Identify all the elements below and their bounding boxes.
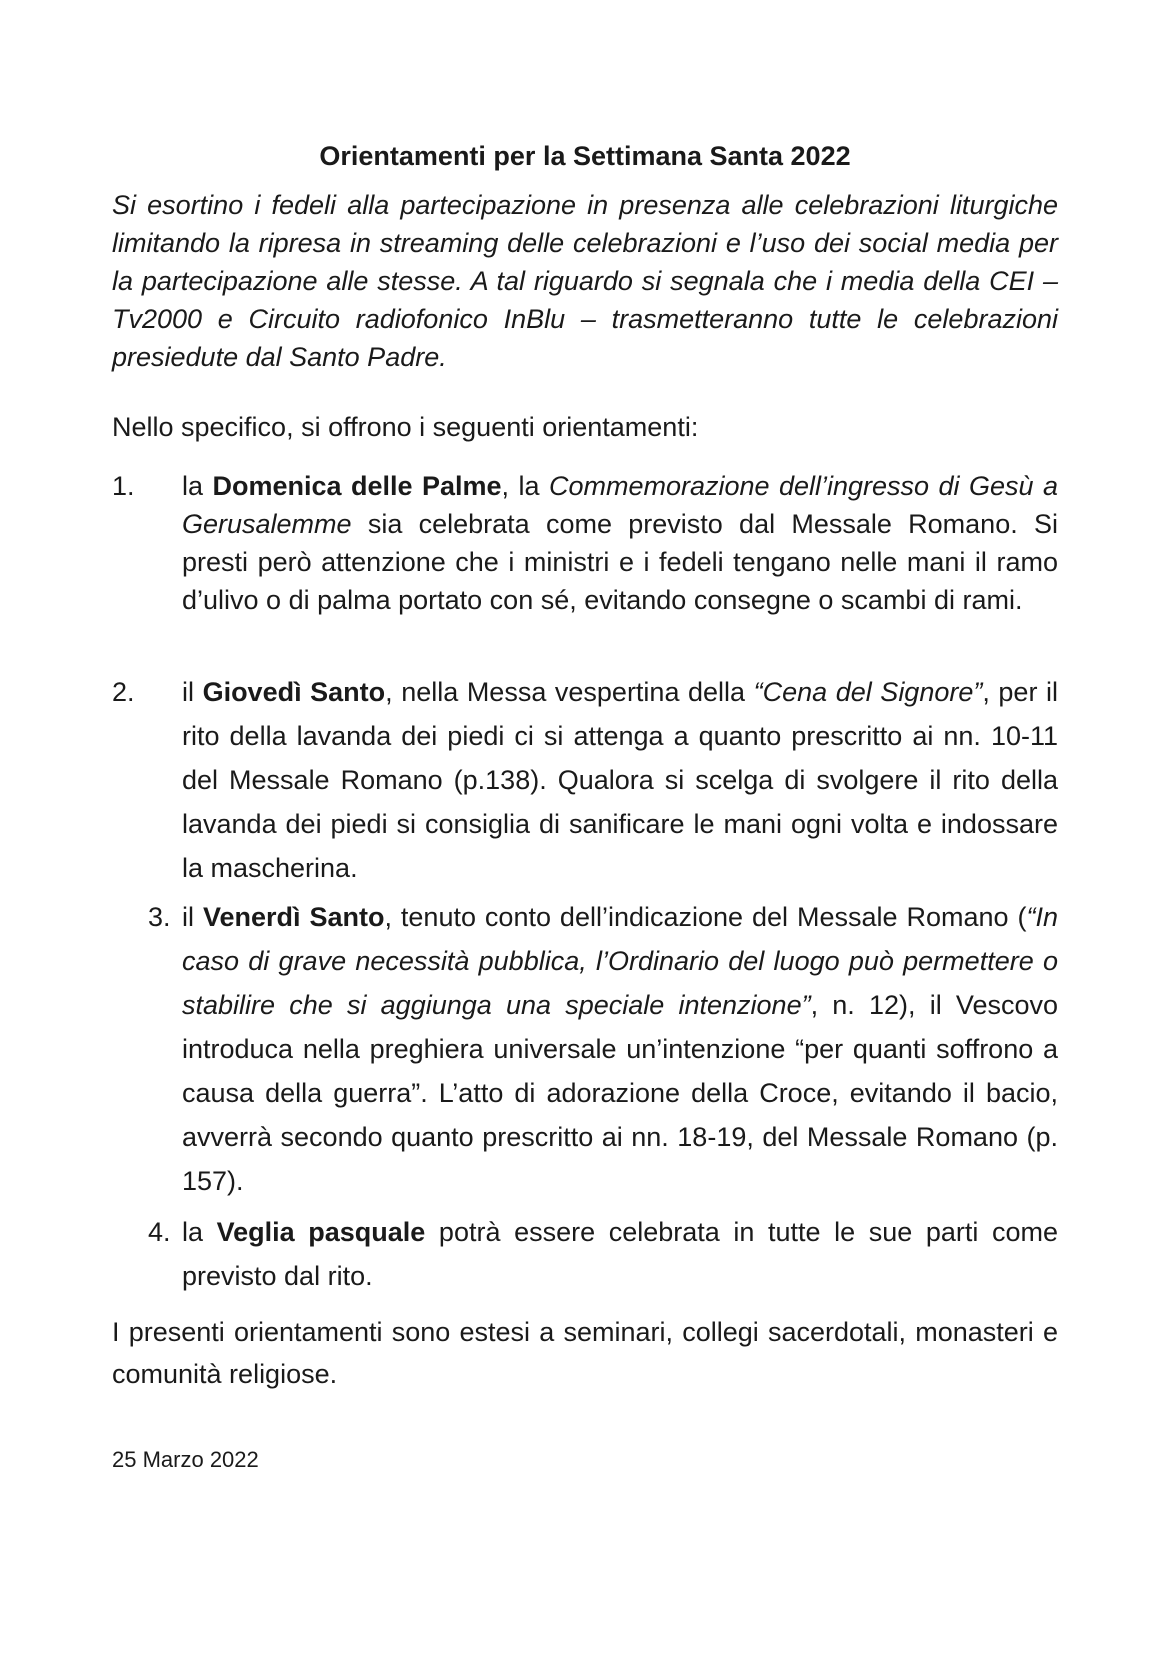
- list-item-number: 1.: [112, 471, 135, 501]
- closing-paragraph: I presenti orientamenti sono estesi a seminari, collegi sacerdotali, monasteri e comunità religiose.: [112, 1317, 1058, 1389]
- list-item-number: 2.: [112, 677, 135, 707]
- document-title: Orientamenti per la Settimana Santa 2022: [319, 141, 851, 171]
- list-item-keyword: Venerdì Santo: [202, 902, 385, 932]
- list-item-text: il Venerdì Santo, tenuto conto dell’indicazione del Messale Romano (“In caso di grave necessità pubblica, l’Ordinario del luogo può permettere o stabilire che si aggiunga una speciale intenzione”, n. 12), il Vescovo introduca nella preghiera universale un’intenzione “per quanti soffrono a causa della guerra”. L’atto di adorazione della Croce, evitando il bacio, avverrà secondo quanto prescritto ai nn. 18-19, del Messale Romano (p. 157).: [182, 902, 1058, 1196]
- list-item-text: il Giovedì Santo, nella Messa vespertina della “Cena del Signore”, per il rito della lavanda dei piedi ci si attenga a quanto prescritto ai nn. 10-11 del Messale Romano (p.138). Qualora si scelga di svolgere il rito della lavanda dei piedi si consiglia di sanificare le mani ogni volta e indossare la mascherina.: [182, 677, 1058, 883]
- list-item-quote: Commemorazione dell’ingresso di Gesù a Gerusalemme: [182, 471, 1058, 539]
- intro-paragraph: Si esortino i fedeli alla partecipazione in presenza alle celebrazioni liturgiche limitando la ripresa in streaming delle celebrazioni e l’uso dei social media per la partecipazione alle stesse. A tal riguardo si segnala che i media della CEI – Tv2000 e Circuito radiofonico InBlu – trasmetteranno tutte le celebrazioni presiedute dal Santo Padre.: [112, 190, 1058, 372]
- document-date: 25 Marzo 2022: [112, 1447, 259, 1472]
- list-item-text: la Veglia pasquale potrà essere celebrata in tutte le sue parti come previsto dal rito.: [182, 1217, 1059, 1291]
- list-item-keyword: Domenica delle Palme: [212, 471, 502, 501]
- list-item-number: 3.: [148, 902, 171, 932]
- list-item-number: 4.: [148, 1217, 171, 1247]
- list-item-text: la Domenica delle Palme, la Commemorazione dell’ingresso di Gesù a Gerusalemme sia celebrata come previsto dal Messale Romano. Si presti però attenzione che i ministri e i fedeli tengano nelle mani il ramo d’ulivo o di palma portato con sé, evitando consegne o scambi di rami.: [182, 471, 1058, 615]
- list-item-keyword: Veglia pasquale: [216, 1217, 426, 1247]
- list-item-keyword: Giovedì Santo: [202, 677, 386, 707]
- lead-paragraph: Nello specifico, si offrono i seguenti orientamenti:: [112, 412, 699, 442]
- list-item-quote: “In caso di grave necessità pubblica, l’Ordinario del luogo può permettere o stabilire che si aggiunga una speciale intenzione”: [182, 902, 1058, 1020]
- list-item-quote: “Cena del Signore”: [753, 677, 983, 707]
